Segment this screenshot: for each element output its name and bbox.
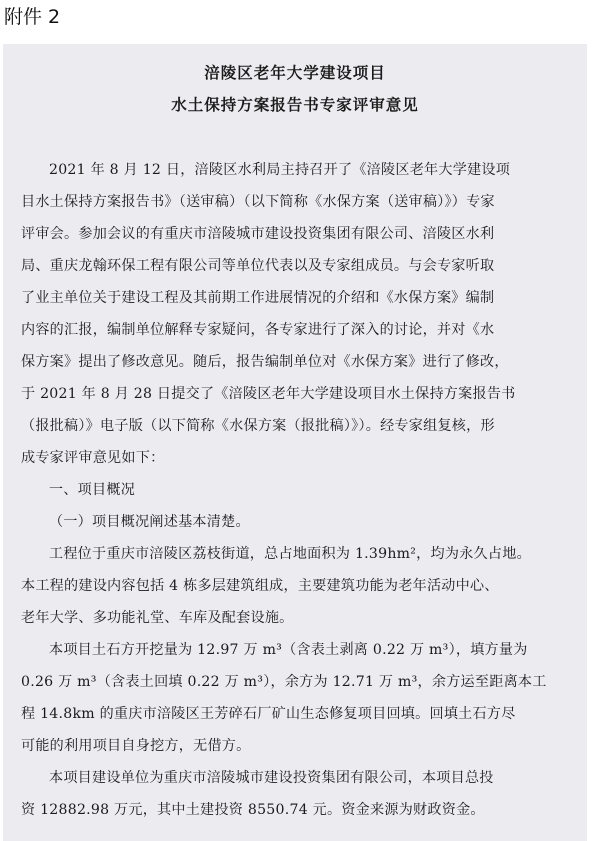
paragraph-line: （报批稿）》电子版（以下简称《水保方案（报批稿）》）。经专家组复核，形	[21, 418, 495, 434]
paragraph-line: 了业主单位关于建设工程及其前期工作进展情况的介绍和《水保方案》编制	[21, 290, 495, 306]
document-title-line1: 涪陵区老年大学建设项目	[204, 64, 386, 82]
paragraph-line: 程 14.8km 的重庆市涪陵区王芳碎石厂矿山生态修复项目回填。回填土石方尽	[21, 706, 516, 722]
paragraph-line: 内容的汇报，编制单位解释专家疑问，各专家进行了深入的讨论，并对《水	[21, 322, 495, 338]
paragraph-line: 保方案》提出了修改意见。随后，报告编制单位对《水保方案》进行了修改，	[21, 354, 509, 370]
paragraph-line: 资 12882.98 万元，其中土建投资 8550.74 元。资金来源为财政资金。	[21, 802, 485, 818]
paragraph-line: 0.26 万 m³（含表土回填 0.22 万 m³），余方为 12.71 万 m³，余方运至距离本工	[21, 674, 547, 690]
document-title-line2: 水土保持方案报告书专家评审意见	[171, 96, 419, 114]
document-page	[3, 44, 587, 841]
paragraph-line: 可能的利用项目自身挖方，无借方。	[21, 738, 251, 754]
subsection-heading: （一）项目概况阐述基本清楚。	[49, 514, 250, 530]
paragraph-line: 成专家评审意见如下：	[21, 450, 165, 466]
section-heading: 一、项目概况	[49, 482, 136, 498]
paragraph-line: 局、重庆龙翰环保工程有限公司等单位代表以及专家组成员。与会专家听取	[21, 258, 495, 274]
paragraph-line: 于 2021 年 8 月 28 日提交了《涪陵区老年大学建设项目水土保持方案报告书	[21, 386, 516, 402]
paragraph-line: 目水土保持方案报告书》（送审稿）（以下简称《水保方案（送审稿）》）专家	[21, 194, 495, 210]
paragraph-line: 2021 年 8 月 12 日，涪陵区水利局主持召开了《涪陵区老年大学建设项	[49, 162, 511, 178]
paragraph-line: 工程位于重庆市涪陵区荔枝街道，总占地面积为 1.39hm²，均为永久占地。	[49, 546, 531, 562]
paragraph-line: 本工程的建设内容包括 4 栋多层建筑组成，主要建筑功能为老年活动中心、	[21, 578, 499, 594]
paragraph-line: 本项目土石方开挖量为 12.97 万 m³（含表土剥离 0.22 万 m³），填方量为	[49, 642, 528, 658]
paragraph-line: 评审会。参加会议的有重庆市涪陵城市建设投资集团有限公司、涪陵区水利	[21, 226, 495, 242]
attachment-label: 附件 2	[4, 6, 61, 28]
paragraph-line: 本项目建设单位为重庆市涪陵城市建设投资集团有限公司，本项目总投	[49, 770, 494, 786]
paragraph-line: 老年大学、多功能礼堂、车库及配套设施。	[21, 610, 294, 626]
